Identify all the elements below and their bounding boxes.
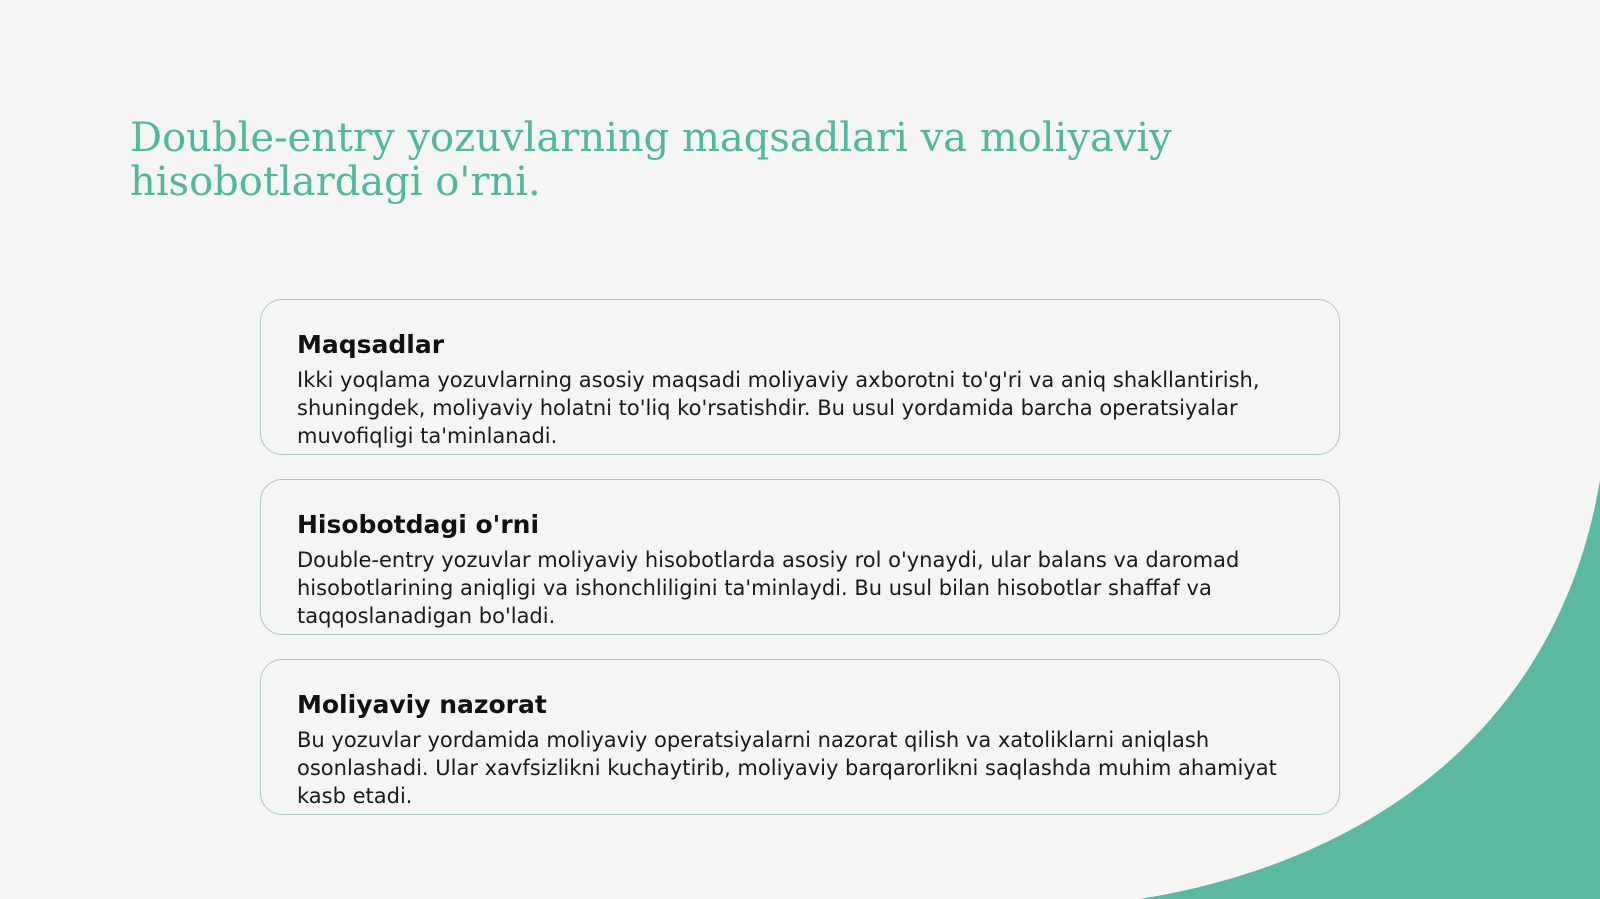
slide-title: Double-entry yozuvlarning maqsadlari va moliyaviy hisobotlardagi o'rni. [130,115,1172,205]
card-heading: Maqsadlar [297,330,445,359]
card-text: Ikki yoqlama yozuvlarning asosiy maqsadi moliyaviy axborotni to'g'ri va aniq shakllantirish, shuningdek, moliyaviy holatni to'liq ko'rsatishdir. Bu usul yordamida barcha operatsiyalar muvofiqligi ta'minlanadi. [297,368,1260,448]
card-hisobotdagi-orni [260,479,1340,635]
card-heading: Moliyaviy nazorat [297,690,547,719]
card-text: Double-entry yozuvlar moliyaviy hisobotlarda asosiy rol o'ynaydi, ular balans va daromad hisobotlarining aniqligi va ishonchliligini ta'minlaydi. Bu usul bilan hisobotlar shaffaf va taqqoslanadigan bo'ladi. [297,548,1240,628]
card-list [260,299,1340,839]
card-maqsadlar [260,299,1340,455]
card-moliyaviy-nazorat [260,659,1340,815]
card-heading: Hisobotdagi o'rni [297,510,540,539]
card-text: Bu yozuvlar yordamida moliyaviy operatsiyalarni nazorat qilish va xatoliklarni aniqlash osonlashadi. Ular xavfsizlikni kuchaytirib, moliyaviy barqarorlikni saqlashda muhim ahamiyat kasb etadi. [297,728,1277,808]
